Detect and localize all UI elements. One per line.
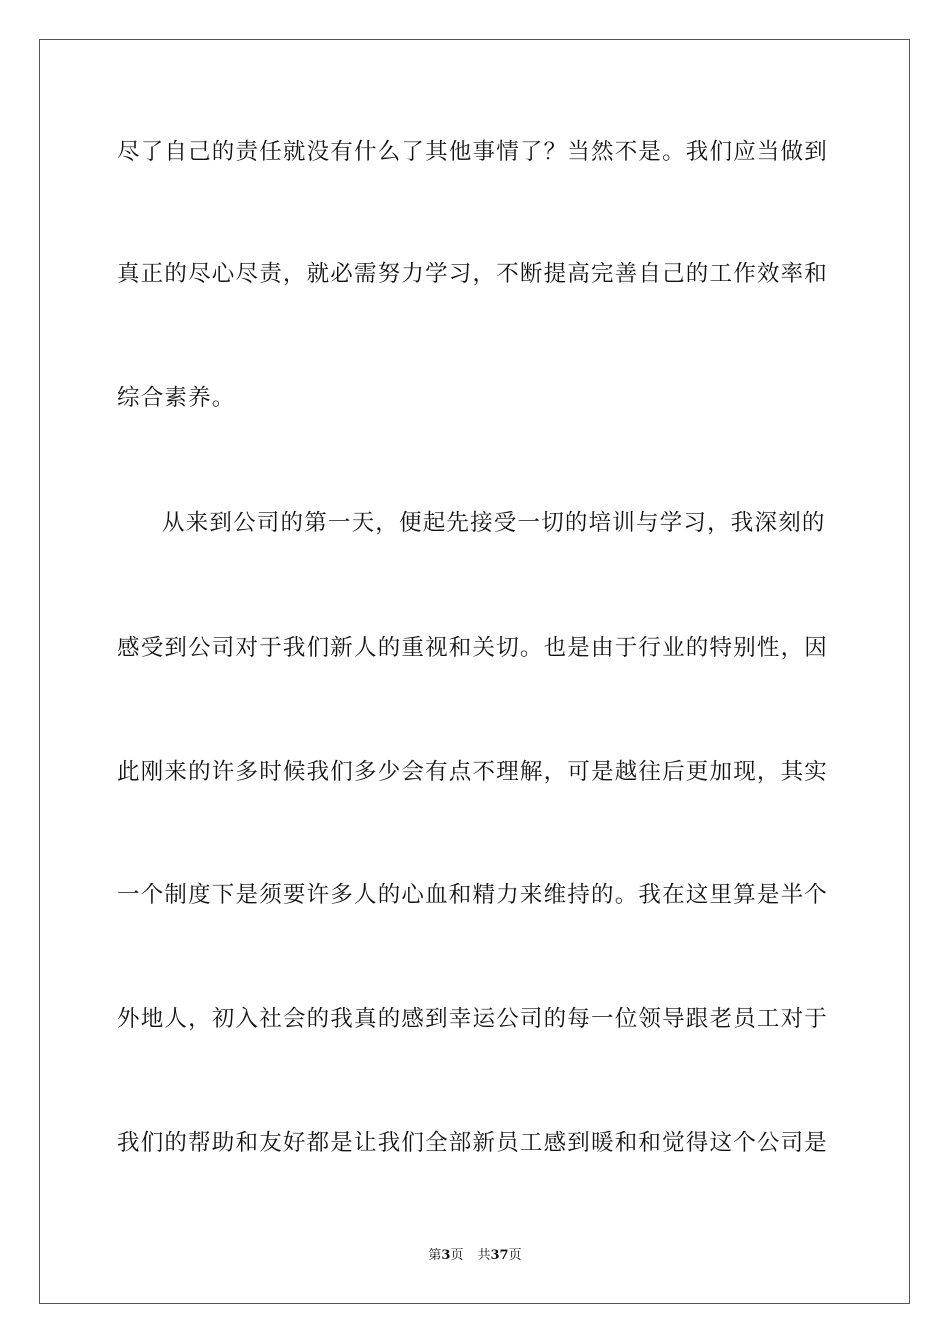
body-text-line: 尽了自己的责任就没有什么了其他事情了？当然不是。我们应当做到 (117, 139, 829, 165)
body-text-line: 真正的尽心尽责，就必需努力学习，不断提高完善自己的工作效率和 (117, 261, 829, 287)
page-prefix: 第 (428, 1248, 442, 1263)
body-text-line: 综合素养。 (117, 385, 236, 411)
paragraph-first-line: 从来到公司的第一天，便起先接受一切的培训与学习，我深刻的 (162, 510, 826, 536)
body-text-line: 一个制度下是须要许多人的心血和精力来维持的。我在这里算是半个 (117, 882, 829, 908)
page-footer (0, 1247, 950, 1265)
total-suffix: 页 (508, 1248, 522, 1263)
body-text-line: 此刚来的许多时候我们多少会有点不理解，可是越往后更加现，其实 (117, 759, 829, 785)
total-pages: 37 (490, 1248, 509, 1263)
body-text-line: 感受到公司对于我们新人的重视和关切。也是由于行业的特别性，因 (117, 635, 829, 661)
page-number: 3 (441, 1248, 451, 1263)
page-suffix: 页 (450, 1248, 464, 1263)
body-text-line: 外地人，初入社会的我真的感到幸运公司的每一位领导跟老员工对于 (117, 1006, 829, 1032)
body-text-line: 我们的帮助和友好都是让我们全部新员工感到暖和和觉得这个公司是 (117, 1130, 829, 1156)
page-border (39, 39, 910, 1304)
total-prefix: 共 (477, 1248, 491, 1263)
